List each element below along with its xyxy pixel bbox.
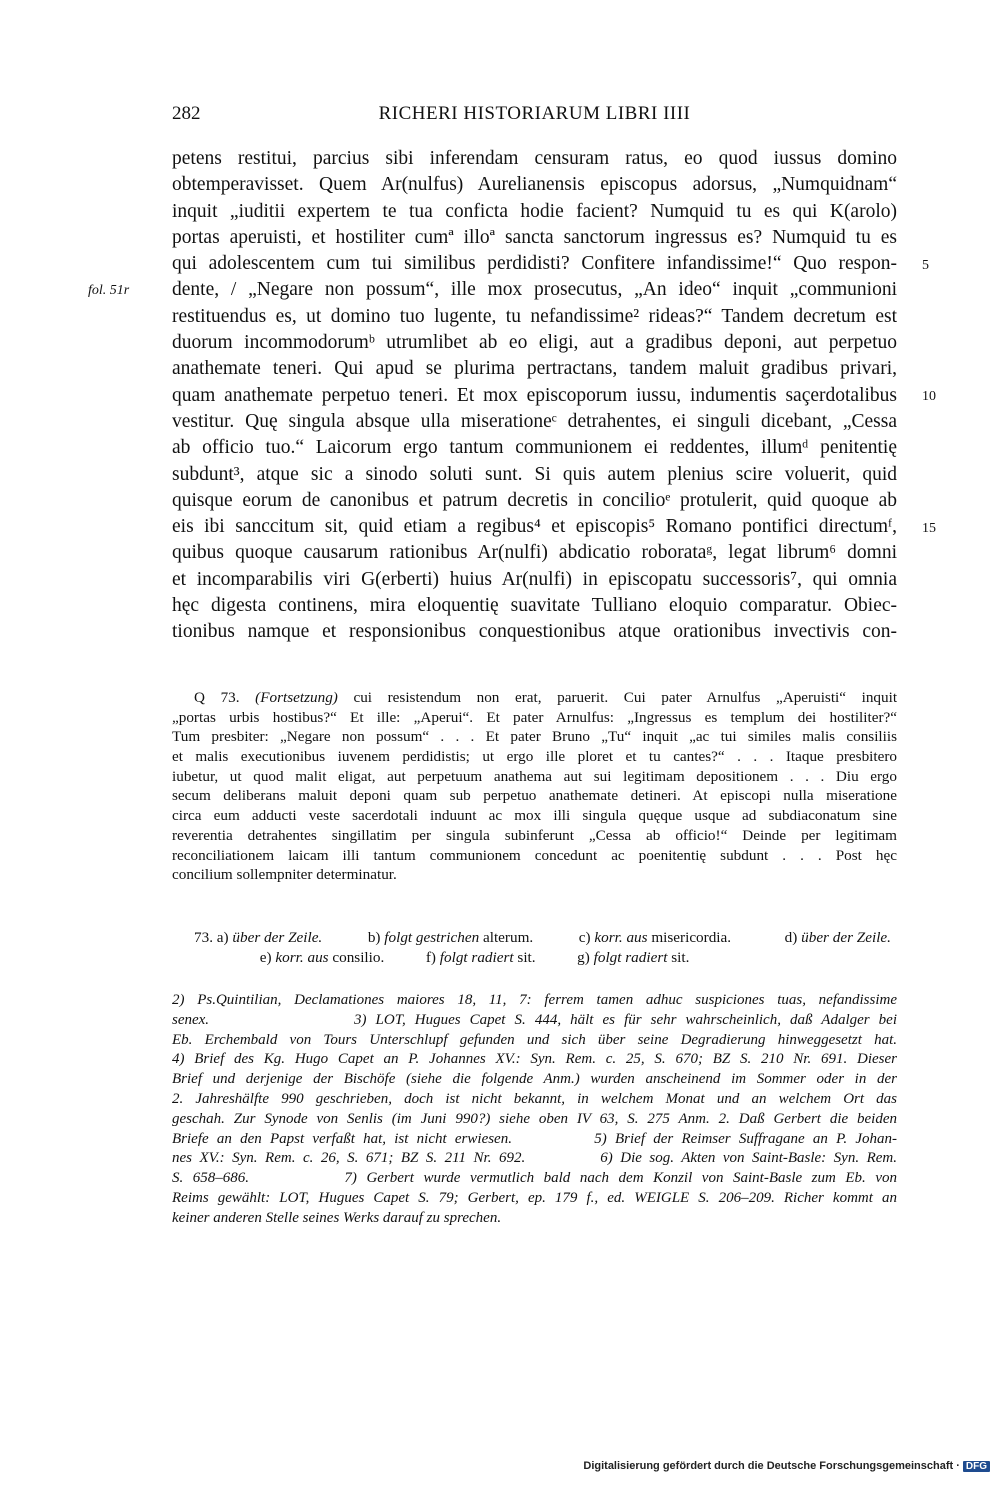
apparatus-label: 73. bbox=[194, 929, 213, 946]
apparatus-word: sit. bbox=[671, 949, 690, 966]
footnote-line: nes XV.: Syn. Rem. c. 26, S. 671; BZ S. 211 Nr. 692. 6) Die sog. Akten von Saint-Basle: Syn. Rem. bbox=[172, 1150, 897, 1167]
folio-marker: fol. 51r bbox=[88, 283, 130, 298]
apparatus-line bbox=[172, 948, 897, 968]
text-line: tionibus namque et responsionibus conquestionibus atque orationibus invectivis con- bbox=[172, 621, 897, 643]
quote-line-first bbox=[172, 688, 897, 708]
text-line: restituendus es, ut domino tuo lugente, tu nefandissime² rideas?“ Tandem decretum est bbox=[172, 305, 897, 327]
text-line: portas aperuisti, et hostiliter cumª illoª sancta sanctorum ingressus es? Numquid tu es bbox=[172, 226, 897, 248]
footnote-line: 2) Ps.Quintilian, Declamationes maiores 18, 11, 7: ferrem tamen adhuc suspiciones tuas, nefandissime bbox=[172, 992, 897, 1008]
critical-apparatus bbox=[172, 928, 897, 968]
text-line: et incomparabilis viri G(erberti) huius Ar(nulfi) in episcopatu successoris⁷, qui omnia bbox=[172, 568, 897, 590]
apparatus-note: folgt radiert bbox=[439, 949, 514, 966]
quote-line: reverentia detrahentes singillatim per singula subinferunt „Cessa ab officio!“ Deinde per legitimam bbox=[172, 826, 897, 844]
apparatus-note: korr. aus bbox=[594, 929, 648, 946]
text-line: obtemperavisset. Quem Ar(nulfus) Aurelianensis episcopus adorsus, „Numquidnam“ bbox=[172, 174, 897, 196]
footnote-line: geschah. Zur Synode von Senlis (im Juni 990?) siehe oben IV 63, S. 275 Anm. 2. Daß Gerbert die beiden bbox=[172, 1110, 897, 1127]
apparatus-key: g) bbox=[577, 949, 590, 966]
text-line: eis ibi sanccitum sit, quid etiam a regibus⁴ et episcopis⁵ Romano pontifici directumᶠ, bbox=[172, 516, 897, 538]
text-line: duorum incommodorumᵇ utrumlibet ab eo eligi, aut a gradibus deponi, aut perpetuo bbox=[172, 332, 897, 354]
quote-line: concilium sollempniter determinatur. bbox=[172, 866, 397, 884]
digitization-credit bbox=[583, 1460, 990, 1472]
text-line: petens restitui, parcius sibi inferendam censuram ratus, eo quod iussus domino bbox=[172, 148, 897, 169]
apparatus-key: a) bbox=[216, 929, 229, 946]
footnote-line: 2. Jahreshälfte 990 geschrieben, doch ist nicht bekannt, in welchem Monat und an welchem Ort das bbox=[172, 1090, 897, 1107]
apparatus-note: folgt radiert bbox=[593, 949, 668, 966]
text-line: anathemate teneri. Qui apud se plurima pertractans, tandem maluit gradibus privari, bbox=[172, 358, 897, 380]
apparatus-word: consilio. bbox=[332, 949, 385, 966]
quote-label: Q 73. bbox=[194, 689, 240, 706]
footnote-line: 4) Brief des Kg. Hugo Capet an P. Johannes XV.: Syn. Rem. c. 25, S. 670; BZ S. 210 Nr. 691. Dieser bbox=[172, 1051, 897, 1068]
footnotes-block bbox=[172, 991, 897, 1229]
footnote-line: Briefe an den Papst verfaßt hat, ist nicht erwiesen. 5) Brief der Reimser Suffragane an P. Johan- bbox=[172, 1130, 897, 1147]
text-line: subdunt³, atque sic a sinodo soluti sunt. Si quis autem plenius scire voluerit, quid bbox=[172, 463, 897, 485]
apparatus-key: c) bbox=[578, 929, 591, 946]
text-line: vestitur. Quę singula absque ulla miserationeᶜ detrahentes, ei singuli dicebant, „Cessa bbox=[172, 410, 897, 432]
text-line: ab officio tuo.“ Laicorum ergo tantum communionem ei reddentes, illumᵈ penitentię bbox=[172, 437, 897, 459]
main-text-block bbox=[172, 146, 897, 646]
page-header bbox=[172, 103, 897, 131]
footnote-line: S. 658–686. 7) Gerbert wurde vermutlich bald nach dem Konzil von Saint-Basle zum Eb. von bbox=[172, 1170, 897, 1187]
quote-line: „portas urbis hostibus?“ Et ille: „Aperui“. Et pater Arnulfus: „Ingressus es templum dei hostiliter?“ bbox=[172, 708, 897, 726]
text-line: quam anathemate perpetuo teneri. Et mox episcoporum iussu, indumentis saçerdotalibus bbox=[172, 384, 897, 406]
footnote-line: Reims gewählt: LOT, Hugues Capet S. 79; Gerbert, ep. 179 f., ed. WEIGLE S. 206–209. Richer kommt an bbox=[172, 1189, 897, 1206]
source-quotation-block bbox=[172, 688, 897, 885]
running-title: RICHERI HISTORIARUM LIBRI IIII bbox=[378, 103, 691, 124]
apparatus-word: alterum. bbox=[483, 929, 534, 946]
apparatus-line bbox=[172, 928, 897, 948]
text-line: qui adolescentem cum tui similibus perdidisti? Confitere infandissime!“ Quo respon- bbox=[172, 253, 897, 275]
footnote-line: senex. 3) LOT, Hugues Capet S. 444, hält es für sehr wahrscheinlich, daß Adalger bei bbox=[172, 1011, 897, 1028]
apparatus-key: f) bbox=[425, 949, 436, 966]
quote-line: reconciliationem laicam illi tantum communionem concedunt ac poenitentię subdunt . . . Post hęc bbox=[172, 846, 897, 864]
line-number-10: 10 bbox=[922, 389, 936, 404]
page-number: 282 bbox=[172, 103, 201, 124]
text-line: hęc digesta continens, mira eloquentię suavitate Tulliano eloquio comparatur. Obiec- bbox=[172, 595, 897, 617]
text-line: inquit „iuditii expertem te tua conficta hodie facient? Numquid tu es qui K(arolo) bbox=[172, 200, 897, 222]
text-line: dente, / „Negare non possum“, ille mox prosecutus, „An ideo“ inquit „communioni bbox=[172, 279, 897, 301]
dfg-logo-icon: DFG bbox=[963, 1461, 990, 1472]
apparatus-key: b) bbox=[367, 929, 381, 946]
credit-text: Digitalisierung gefördert durch die Deutsche Forschungsgemeinschaft · bbox=[583, 1460, 960, 1472]
quote-line: et malis executionibus iuvenem perdidistis; ut ergo ille ploret et tu cantes?“ . . . Itaque presbitero bbox=[172, 748, 897, 766]
apparatus-note: über der Zeile. bbox=[801, 929, 891, 946]
quote-line: Tum presbiter: „Negare non possum“ . . . Et pater Bruno „Tu“ inquit „ac tui similes malis consiliis bbox=[172, 728, 897, 746]
line-number-15: 15 bbox=[922, 521, 936, 536]
line-number-5: 5 bbox=[922, 258, 929, 273]
text-line: quibus quoque causarum rationibus Ar(nulfi) abdicatio roborataᵍ, legat librum⁶ domni bbox=[172, 542, 897, 564]
quote-line: iubetur, ut quod malit eligat, aut perpetuum anathema aut sui legitimam depositionem . . . Diu ergo bbox=[172, 767, 897, 785]
apparatus-note: folgt gestrichen bbox=[384, 929, 480, 946]
footnote-line: keiner anderen Stelle seines Werks darauf zu sprechen. bbox=[172, 1209, 502, 1226]
apparatus-key: d) bbox=[784, 929, 798, 946]
apparatus-word: sit. bbox=[517, 949, 536, 966]
footnote-line: Brief und derjenige der Bischöfe (siehe die folgende Anm.) wurden anscheinend im Sommer oder in der bbox=[172, 1071, 897, 1088]
apparatus-note: über der Zeile. bbox=[232, 929, 323, 946]
quote-continuation: (Fortsetzung) bbox=[255, 689, 338, 706]
apparatus-word: misericordia. bbox=[651, 929, 732, 946]
quote-line: secum deliberans maluit deponi quam sub perpetuo anathemate detineri. At episcopi nulla miseratione bbox=[172, 787, 897, 805]
footnote-line: Eb. Erchembald von Tours Unterschlupf gefunden und sich über seine Degradierung hinweggesetzt hat. bbox=[172, 1031, 897, 1048]
apparatus-key: e) bbox=[259, 949, 272, 966]
apparatus-note: korr. aus bbox=[275, 949, 329, 966]
quote-line: circa eum adducti veste sacerdotali induunt ac mox illi singula quęque usque ad subdiaconatum sine bbox=[172, 807, 897, 825]
text-line: quisque eorum de canonibus et patrum decretis in concilioᵉ protulerit, quid quoque ab bbox=[172, 489, 897, 511]
quote-line: cui resistendum non erat, paruerit. Cui pater Arnulfus „Aperuisti“ inquit bbox=[353, 689, 898, 706]
